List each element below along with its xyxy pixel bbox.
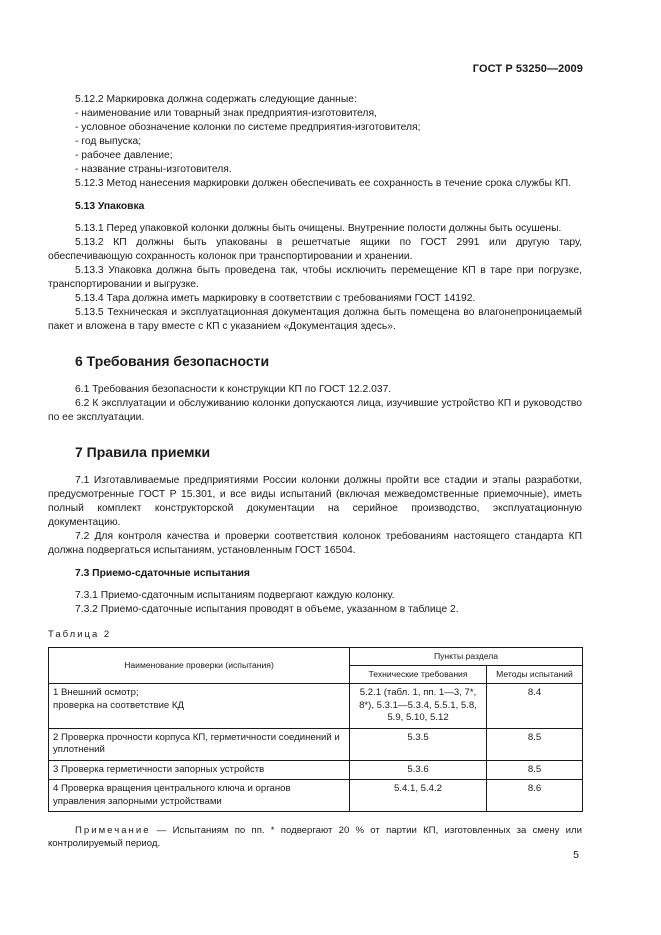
paragraph-7-3-1: 7.3.1 Приемо-сдаточным испытаниям подвергают каждую колонку. — [75, 590, 395, 602]
table-note — [48, 824, 582, 850]
cell-method: 8.4 — [487, 684, 583, 728]
header-check-name: Наименование проверки (испытания) — [49, 647, 350, 683]
note-label: Примечание — [75, 825, 151, 837]
list-item: - год выпуска; — [75, 136, 142, 147]
subsection-title-7-3: 7.3 Приемо-сдаточные испытания — [75, 568, 250, 580]
cell-requirements: 5.3.6 — [350, 760, 487, 779]
cell-check-name: 4 Проверка вращения центрального ключа и органов управления запорными устройствами — [49, 780, 350, 812]
list-item: - рабочее давление; — [75, 150, 173, 161]
cell-method: 8.5 — [487, 760, 583, 779]
table-row — [49, 728, 583, 760]
header-tech-requirements: Технические требования — [350, 666, 487, 684]
list-item: - название страны-изготовителя. — [75, 164, 232, 175]
paragraph-5-13-2: 5.13.2 КП должны быть упакованы в решетчатые ящики по ГОСТ 2991 или другую тару, обеспечивающую сохранность колонок при транспортировании и хранении. — [48, 237, 582, 262]
acceptance-tests-table — [48, 647, 583, 812]
paragraph-5-13-1: 5.13.1 Перед упаковкой колонки должны быть очищены. Внутренние полости должны быть осушены. — [75, 223, 562, 234]
cell-method: 8.6 — [487, 780, 583, 812]
subsection-title-5-13: 5.13 Упаковка — [75, 201, 145, 212]
paragraph-7-1: 7.1 Изготавливаемые предприятиями России колонки должны пройти все стадии и этапы разработки, предусмотренные ГОСТ Р 15.301, и все виды испытаний (включая межведомственные приемочные), иметь полный комплект конструкторской документации на серийное производство, эксплуатационную документацию. — [48, 475, 582, 529]
cell-check-name: 2 Проверка прочности корпуса КП, герметичности соединений и уплотнений — [49, 728, 350, 760]
table-row — [49, 760, 583, 779]
header-test-methods: Методы испытаний — [487, 666, 583, 684]
paragraph-5-13-3: 5.13.3 Упаковка должна быть проведена так, чтобы исключить перемещение КП в таре при погрузке, транспортировании и выгрузке. — [48, 265, 582, 290]
list-item: - условное обозначение колонки по системе предприятия-изготовителя; — [75, 122, 421, 133]
paragraph-5-13-5: 5.13.5 Техническая и эксплуатационная документация должна быть помещена во влагонепроницаемый пакет и вложена в тару вместе с КП с указанием «Документация здесь». — [48, 307, 582, 332]
cell-method: 8.5 — [487, 728, 583, 760]
paragraph-6-1: 6.1 Требования безопасности к конструкции КП по ГОСТ 12.2.037. — [75, 384, 392, 396]
table-header-row — [49, 647, 583, 665]
page-number: 5 — [573, 849, 579, 861]
page-content — [48, 93, 582, 860]
table-caption: Таблица 2 — [48, 629, 112, 641]
paragraph-7-3-2: 7.3.2 Приемо-сдаточные испытания проводят в объеме, указанном в таблице 2. — [75, 604, 459, 616]
cell-requirements: 5.4.1, 5.4.2 — [350, 780, 487, 812]
list-item: - наименование или товарный знак предприятия-изготовителя, — [75, 108, 377, 119]
paragraph-5-12-3: 5.12.3 Метод нанесения маркировки должен обеспечивать ее сохранность в течение срока службы КП. — [75, 178, 572, 189]
cell-requirements: 5.3.5 — [350, 728, 487, 760]
cell-check-name: 1 Внешний осмотр; проверка на соответствие КД — [49, 684, 350, 728]
standard-number: ГОСТ Р 53250—2009 — [472, 63, 583, 75]
table-row — [49, 684, 583, 728]
note-text: — Испытаниям по пп. * подвергают 20 % от партии КП, изготовленных за смену или контролируемый период. — [48, 825, 582, 850]
marking-list — [48, 107, 582, 177]
section-heading-7: 7 Правила приемки — [75, 444, 211, 461]
paragraph-7-2: 7.2 Для контроля качества и проверки соответствия колонок требованиям настоящего стандарта КП должна подвергаться испытаниям, установленным ГОСТ 16504. — [48, 531, 582, 557]
paragraph-6-2: 6.2 К эксплуатации и обслуживанию колонки допускаются лица, изучившие устройство КП и руководство по ее эксплуатации. — [48, 398, 582, 424]
paragraph-5-12-2: 5.12.2 Маркировка должна содержать следующие данные: — [75, 94, 357, 105]
paragraph-5-13-4: 5.13.4 Тара должна иметь маркировку в соответствии с требованиями ГОСТ 14192. — [75, 293, 476, 304]
section-heading-6: 6 Требования безопасности — [75, 353, 270, 369]
table-row — [49, 780, 583, 812]
cell-requirements: 5.2.1 (табл. 1, пп. 1—3, 7*, 8*), 5.3.1—5.3.4, 5.5.1, 5.8, 5.9, 5.10, 5.12 — [350, 684, 487, 728]
header-section-points: Пункты раздела — [350, 647, 583, 665]
cell-check-name: 3 Проверка герметичности запорных устройств — [49, 760, 350, 779]
